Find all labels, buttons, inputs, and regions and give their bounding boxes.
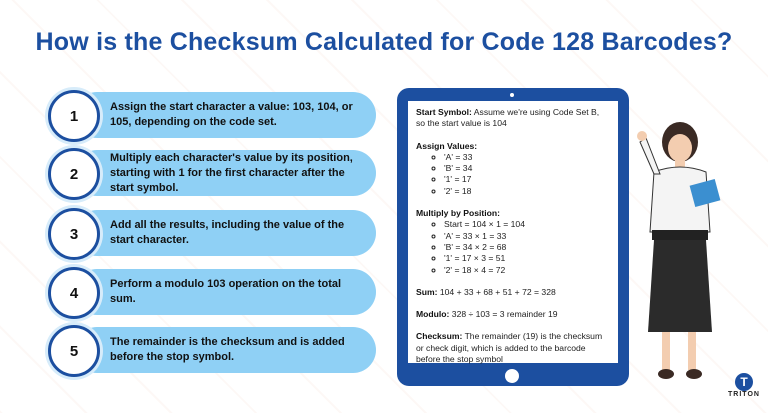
start-label: Start Symbol: — [416, 107, 472, 117]
sum-text: 104 + 33 + 68 + 51 + 72 = 328 — [439, 286, 556, 297]
step-number: 3 — [48, 208, 100, 260]
step-number: 2 — [48, 148, 100, 200]
step-number: 4 — [48, 267, 100, 319]
list-item: ◦ 'B' = 34 × 2 = 68 — [444, 242, 610, 253]
logo-mark: T — [735, 373, 753, 391]
list-item: ◦ 'A' = 33 — [444, 152, 610, 163]
step-number: 5 — [48, 325, 100, 377]
page-title: How is the Checksum Calculated for Code 128 Barcodes? — [35, 28, 733, 56]
step-text: Add all the results, including the value of the start character. — [110, 219, 345, 246]
home-button — [505, 369, 519, 383]
step-text: Multiply each character's value by its position, starting with 1 for the first character after the start symbol. — [110, 151, 353, 194]
step-text: The remainder is the checksum and is added before the stop symbol. — [110, 336, 345, 363]
list-item: ◦ '2' = 18 × 4 = 72 — [444, 265, 610, 276]
list-item: ◦ Start = 104 × 1 = 104 — [444, 219, 610, 230]
modulo-label: Modulo: — [416, 309, 450, 320]
step-text: Assign the start character a value: 103, 104, or 105, depending on the code set. — [110, 101, 353, 128]
step-5 — [48, 327, 376, 373]
step-2 — [48, 150, 376, 196]
tablet-illustration — [397, 88, 629, 386]
list-item: ◦ '1' = 17 — [444, 174, 610, 185]
step-text: Perform a modulo 103 operation on the total sum. — [110, 278, 342, 305]
list-item: ◦ 'A' = 33 × 1 = 33 — [444, 231, 610, 242]
start-text: Assume we're using Code Set B, so the start value is 104 — [416, 107, 600, 129]
list-item: ◦ '2' = 18 — [444, 186, 610, 197]
teacher-illustration — [632, 112, 727, 402]
step-1 — [48, 92, 376, 138]
modulo-text: 328 ÷ 103 = 3 remainder 19 — [451, 309, 558, 320]
assign-label: Assign Values: — [416, 140, 478, 151]
assign-list — [416, 152, 610, 197]
list-item: ◦ '1' = 17 × 3 = 51 — [444, 253, 610, 264]
sum-label: Sum: — [416, 286, 438, 297]
multiply-list — [416, 219, 610, 275]
checksum-label: Checksum: — [416, 331, 463, 342]
tablet-screen — [408, 101, 618, 363]
list-item: ◦ 'B' = 34 — [444, 163, 610, 174]
camera-dot — [510, 93, 514, 97]
step-number: 1 — [48, 90, 100, 142]
step-4 — [48, 269, 376, 315]
step-3 — [48, 210, 376, 256]
triton-logo — [724, 373, 764, 398]
checksum-text: The remainder (19) is the checksum or check digit, which is added to the barcode before the stop symbol — [416, 331, 603, 365]
multiply-label: Multiply by Position: — [416, 208, 501, 219]
logo-name: TRITON — [728, 391, 760, 398]
